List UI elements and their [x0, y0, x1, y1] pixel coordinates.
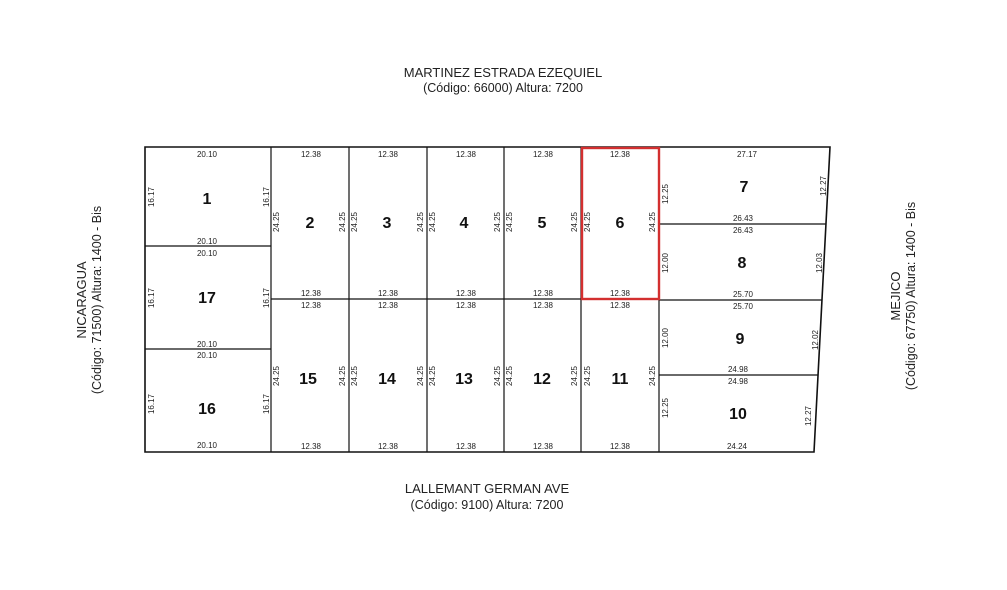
dim-label: 20.10 [196, 237, 218, 246]
lot-13[interactable]: 13 [455, 371, 473, 388]
lot-1[interactable]: 1 [202, 191, 212, 208]
dim-label: 12.38 [609, 289, 631, 298]
dim-label: 12.00 [661, 252, 670, 274]
dim-label: 24.25 [350, 211, 359, 233]
dim-label: 12.38 [532, 289, 554, 298]
dim-label: 12.38 [532, 150, 554, 159]
lot-8[interactable]: 8 [737, 255, 747, 272]
lot-5[interactable]: 5 [537, 215, 547, 232]
lot-12[interactable]: 12 [533, 371, 551, 388]
dim-label: 12.38 [377, 301, 399, 310]
dim-label: 12.38 [532, 301, 554, 310]
dim-label: 20.10 [196, 441, 218, 450]
dim-label: 12.38 [455, 301, 477, 310]
lot-2[interactable]: 2 [305, 215, 315, 232]
dim-label: 24.25 [583, 365, 592, 387]
dim-label: 24.25 [493, 211, 502, 233]
dim-label: 26.43 [732, 226, 754, 235]
dim-label: 16.17 [262, 287, 271, 309]
dim-label: 20.10 [196, 150, 218, 159]
lot-14[interactable]: 14 [378, 371, 396, 388]
dim-label: 24.25 [338, 211, 347, 233]
dim-label: 16.17 [147, 186, 156, 208]
dim-label: 24.25 [648, 211, 657, 233]
dim-label: 12.38 [377, 150, 399, 159]
dim-label: 16.17 [262, 393, 271, 415]
dim-label: 27.17 [736, 150, 758, 159]
dim-label: 12.38 [377, 442, 399, 451]
dim-label: 24.25 [428, 365, 437, 387]
dim-label: 24.25 [428, 211, 437, 233]
dim-label: 16.17 [262, 186, 271, 208]
dim-label: 12.27 [819, 175, 828, 197]
dim-label: 12.38 [377, 289, 399, 298]
dim-label: 12.38 [300, 301, 322, 310]
dim-label: 12.38 [609, 150, 631, 159]
dim-label: 12.00 [661, 327, 670, 349]
street-right-name: MEJICO [888, 271, 903, 321]
dim-label: 26.43 [732, 214, 754, 223]
dim-label: 16.17 [147, 287, 156, 309]
dim-label: 24.25 [493, 365, 502, 387]
lot-boundaries [145, 147, 826, 452]
dim-label: 12.27 [804, 405, 813, 427]
dim-label: 12.38 [609, 442, 631, 451]
lot-11[interactable]: 11 [611, 371, 629, 388]
dim-label: 16.17 [147, 393, 156, 415]
dim-label: 24.25 [338, 365, 347, 387]
lot-7[interactable]: 7 [739, 179, 749, 196]
dim-label: 24.25 [648, 365, 657, 387]
lot-9[interactable]: 9 [735, 331, 745, 348]
dim-label: 12.03 [815, 252, 824, 274]
dim-label: 24.25 [272, 211, 281, 233]
dim-label: 24.25 [416, 211, 425, 233]
dim-label: 20.10 [196, 249, 218, 258]
dim-label: 12.38 [300, 150, 322, 159]
dim-label: 24.25 [505, 365, 514, 387]
street-bottom-sub: (Código: 9100) Altura: 7200 [410, 498, 564, 512]
lot-10[interactable]: 10 [729, 406, 747, 423]
lot-15[interactable]: 15 [299, 371, 317, 388]
dim-label: 24.25 [416, 365, 425, 387]
dim-label: 24.25 [570, 365, 579, 387]
dim-label: 24.24 [726, 442, 748, 451]
dim-label: 12.38 [609, 301, 631, 310]
dim-label: 12.02 [811, 329, 820, 351]
dim-label: 12.38 [455, 289, 477, 298]
street-left-sub: (Código: 71500) Altura: 1400 - Bis [90, 205, 104, 395]
dim-label: 12.25 [661, 183, 670, 205]
lot-6[interactable]: 6 [615, 215, 625, 232]
street-top-sub: (Código: 66000) Altura: 7200 [423, 81, 583, 95]
street-top-name: MARTINEZ ESTRADA EZEQUIEL [403, 65, 603, 80]
dim-label: 25.70 [732, 290, 754, 299]
dim-label: 25.70 [732, 302, 754, 311]
dim-label: 24.25 [570, 211, 579, 233]
dim-label: 12.25 [661, 397, 670, 419]
dim-label: 24.25 [583, 211, 592, 233]
dim-label: 24.98 [727, 377, 749, 386]
street-left-name: NICARAGUA [74, 261, 89, 339]
dim-label: 12.38 [300, 442, 322, 451]
dim-label: 20.10 [196, 340, 218, 349]
dim-label: 12.38 [455, 442, 477, 451]
street-right-sub: (Código: 67750) Altura: 1400 - Bis [904, 201, 918, 391]
lot-3[interactable]: 3 [382, 215, 392, 232]
street-bottom-name: LALLEMANT GERMAN AVE [404, 481, 570, 496]
dim-label: 24.98 [727, 365, 749, 374]
dim-label: 12.38 [455, 150, 477, 159]
dim-label: 24.25 [350, 365, 359, 387]
dim-label: 20.10 [196, 351, 218, 360]
lot-4[interactable]: 4 [459, 215, 469, 232]
lot-17[interactable]: 17 [198, 290, 216, 307]
dim-label: 24.25 [272, 365, 281, 387]
dim-label: 12.38 [532, 442, 554, 451]
dim-label: 12.38 [300, 289, 322, 298]
dim-label: 24.25 [505, 211, 514, 233]
lot-16[interactable]: 16 [198, 401, 216, 418]
